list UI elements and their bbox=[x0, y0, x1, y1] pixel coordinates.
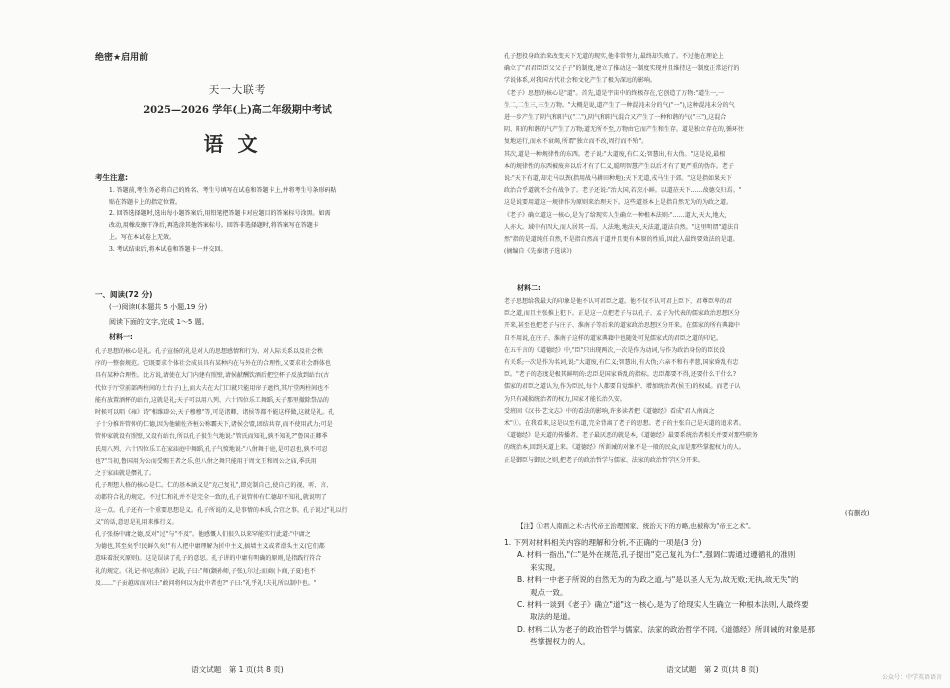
exam-notes bbox=[109, 185, 449, 255]
passage-line: 也?"当初,鲁国用为公而受赐王者之乐,但八佾之舞只能用于周文王和周公之庙,季氏用 bbox=[95, 457, 317, 465]
note-line: 上。写在本试卷上无效。 bbox=[109, 233, 176, 241]
passage-line: 《老子》思想的核心是"道"。首先,道是宇宙中的终极存在,它创造了万物:"道生一,一 bbox=[504, 89, 725, 97]
note-line: 贴在答题卡上的指定位置。 bbox=[109, 198, 182, 206]
option-d: D. 材料二认为老子的政治哲学与儒家、法家的政治哲学不同,《道德经》所训诫的对象是那 bbox=[517, 624, 815, 634]
material-1-label: 材料一: bbox=[109, 333, 133, 341]
footnote: 【注】①君人南面之术:古代帝王治理国家、统治天下的方略,也被称为"帝王之术"。 bbox=[517, 522, 755, 530]
passage-line: 孔子理想人格的核心是仁。仁的基本涵义是"克己复礼",即克制自己,使自己的视、听、言、 bbox=[95, 482, 333, 490]
passage-line: 复地运行,而永不衰竭,所谓"独立而不改,周行而不殆"。 bbox=[504, 138, 648, 146]
note-line: 2. 回答选择题时,选出每小题答案后,用铅笔把答题卡对应题目的答案标号涂黑。如需 bbox=[109, 210, 331, 218]
note-line: 改动,用橡皮擦干净后,再选涂其他答案标号。回答非选择题时,将答案写在答题卡 bbox=[109, 222, 319, 230]
passage-line: 为德也,其至矣乎!民鲜久矣!"有人把中庸理解为折中主义,搞墙主义或者滑头主义(它们都 bbox=[95, 543, 325, 551]
passage-line: 意味着泯灭原则)。这是误读了孔子的意思。孔子讲的中庸有明确的原则,是指践行符合 bbox=[95, 555, 322, 563]
passage-line: 能有放置酒杯的站台,这就是礼;天子可以用八列、六十四位乐工舞蹈,天子那里撤除祭品的 bbox=[95, 396, 329, 404]
passage-line: 孔子张扬中庸之德,反对"过"与"不及"。他感慨人们很久以来罕能实行此道:"中庸之 bbox=[95, 531, 311, 539]
passage-line: 及……"子贡越席而对曰:"敢问将何以为此中者也?"子曰:"礼乎礼!夫礼所以制中也。" bbox=[95, 579, 317, 587]
option-b: B. 材料一中老子所说的自然无为的为政之道,与"是以圣人无为,故无败;无执,故无失"的 bbox=[517, 575, 799, 585]
note-line: 1. 答题前,考生务必将自己的姓名、考生号填写在试卷和答题卡上,并将考生号条形码粘 bbox=[109, 187, 337, 194]
passage-line: 自不用说,在庄子、淮南子这样的道家典籍中也随处可见儒家式的君臣之道的印记。 bbox=[504, 334, 722, 342]
passage-line: 人亦大。域中有四大,而人居其一焉。人法地,地法天,天法道,道法自然。"这里明谓"道法自 bbox=[504, 223, 740, 231]
passage-line: 《老子》确立道这一核心,是为了给现实人生确立一种根本法则:"……道大,天大,地大, bbox=[504, 211, 727, 219]
subsection-heading: (一)阅读Ⅰ(本题共 5 小题,19 分) bbox=[109, 303, 208, 311]
passage-line: 为只有减损统治者的权力,国家才能长治久安。 bbox=[504, 395, 626, 403]
question-1 bbox=[504, 537, 914, 649]
passage-line: 的统治本,回到天道上来。《道德经》所训诫的对象不是一般的民众,而是那些掌握权力的人。 bbox=[504, 444, 745, 452]
notes-title: 考生注意: bbox=[95, 173, 128, 182]
passage-line: 开来,甚至也把老子与庄子、淮南子等后来的道家政治思想区分开来。在儒家的所有典籍中 bbox=[504, 322, 740, 330]
page-footer: 语文试题 第 1 页(共 8 页) bbox=[191, 665, 284, 674]
passage-line: 有关系;一次是作为名词,说:"大道废,有仁义;智慧出,有大伪;六亲不和有孝慈,国家昏乱有忠 bbox=[504, 359, 739, 367]
material-2-passage bbox=[504, 296, 904, 467]
right-page bbox=[475, 0, 950, 688]
watermark: 公众号：中学英语语言 bbox=[881, 674, 942, 681]
material-1-continued bbox=[504, 51, 904, 258]
passage-line: 管仲家就设有照壁,又设有站台,所以孔子很生气地说:"管氏而知礼,孰不知礼?"鲁国正卿季 bbox=[95, 433, 328, 441]
section-heading: 一、阅读(72 分) bbox=[95, 290, 153, 299]
passage-line: 序的一整套规范。它既要求个体社会成员具有某种内在与外在的合理性,又要求社会群体也 bbox=[95, 360, 331, 368]
subject-title: 语文 bbox=[203, 132, 272, 156]
passage-line: 礼的规定。《礼记·仲尼燕居》记载,子曰:"师(颛孙师,子张),尔过;而商(卜商,子夏)也不 bbox=[95, 567, 316, 575]
note-line: 3. 考试结束后,将本试卷和答题卡一并交回。 bbox=[109, 245, 227, 253]
passage-line: 学说体系,对我国古代社会和文化产生了极为深远的影响。 bbox=[504, 77, 656, 85]
passage-line: 阴、阳的和谐的气产生了万物;道无所不至,万物由它而产生和生存。道是独立存在的,循环往 bbox=[504, 126, 744, 134]
passage-line: 具有某种合理性。比方说,请使在大门内建有照壁,请侯献酬饮酒后把空杯子反放到站台(古 bbox=[95, 372, 330, 380]
passage-line: 孔子思想的核心是礼。孔子宣扬的礼是对人的思想感情和行为、对人际关系以及社会秩 bbox=[95, 348, 324, 355]
passage-line: 氏用八列、六十四位乐工在家庙庭中舞蹈,孔子气愤地说:"八佾舞于庭,是可忍也,孰不可忍 bbox=[95, 445, 328, 453]
passage-line: 《道德经》是天道的传播者。老子最厌恶的就是本,《道德经》最要系统治者相关并要对那些职务 bbox=[504, 432, 758, 440]
page-footer: 语文试题 第 2 页(共 8 页) bbox=[666, 665, 759, 674]
passage-line: 说:"天下有道,却走马以粪(指用战马耕田种地);天下无道,戎马生于郊。"这是指如果天下 bbox=[504, 175, 733, 183]
exam-title: 2025—2026 学年(上)高二年级期中考试 bbox=[143, 105, 332, 116]
passage-line: 臣。"老子的态度是极其鲜明的:忠臣是国家昏乱的指标。忠臣都要不得,还要什么干什么? bbox=[504, 371, 736, 379]
passage-line: 这一点。孔子还有一个重要思想是义。孔子所说的义,是事情的本质,合宜之事。孔子说过"礼以行 bbox=[95, 506, 348, 514]
passage-line: 在五千言的《道德经》中,"臣"只出现两次,一次是作为动词,与作为政治身份的臣民没 bbox=[504, 346, 726, 354]
passage-line: 义"的话,意思是礼用来推行义。 bbox=[95, 518, 178, 526]
passage-line: 本的规律性的东西被废弃以后才有了仁义,聪明智慧产生以后才有了更严重的伪诈。老子 bbox=[504, 162, 734, 170]
passage-line: 其次,道是一种规律性的东西。老子说:"大道废,有仁义;智慧出,有大伪。"这是说,最根 bbox=[504, 150, 726, 158]
passage-line: (摘编自《先秦诸子选读》) bbox=[504, 248, 572, 256]
material-1-passage bbox=[95, 346, 450, 590]
option-a-cont: 来实现。 bbox=[530, 562, 560, 572]
exam-name: 天一大联考 bbox=[208, 84, 267, 96]
option-d-cont: 些掌握权力的人。 bbox=[530, 637, 590, 647]
passage-line: 术"①。在我看来,这是以至有道,完全背离了老子的思想。老子的主张自己是天道的追求者。 bbox=[504, 420, 745, 428]
passage-line: 生二,二生三,三生万物。"大概是说,道产生了一种混沌未分的气("一"),这种混沌未分的气 bbox=[504, 101, 735, 109]
passage-line: 臣之道,而且主张推上犯下。正是这一点把老子与以孔子、孟子为代表的儒家政治思想区分 bbox=[504, 310, 740, 318]
passage-line: 子十分推许管仲的仁德,因为他辅佐齐桓公称霸天下,诸侯会盟,团结共存,而不使用武力;可是 bbox=[95, 421, 333, 429]
passage-line: 儒家的君臣之道认为,作为臣民,每个人都要自觉维护、增加统治者(侯王)的权威。而老子认 bbox=[504, 383, 741, 391]
option-c: C. 材料一谈到《老子》确立"道"这一核心,是为了给现实人生确立一种根本法则,人最终要 bbox=[517, 600, 809, 610]
option-a: A. 材料一指出,"仁"是外在规范,孔子提出"克己复礼为仁",强调仁需通过遵循礼的准则 bbox=[517, 550, 796, 560]
option-c-cont: 取法的是道。 bbox=[530, 612, 575, 622]
passage-line: 时候可以唱《雍》诗"相维辟公,天子穆穆"等,可是诸卿、诸侯等都不能这样做,这就是礼。孔 bbox=[95, 409, 335, 417]
passage-line: 确立了"君君臣臣父父子子"的制度,建立了推动这一制度实现并且维持这一制度正常运行的 bbox=[504, 65, 740, 73]
passage-line: 动都符合礼的规定。不过仁和礼并不是完全一致的,孔子说管仲有仁德却不知礼,就说明了 bbox=[95, 494, 327, 502]
passage-line: 正是御臣与御民之则,把老子的政治哲学与儒家、法家的政治哲学区分开来。 bbox=[504, 456, 704, 464]
option-b-cont: 观点一致。 bbox=[530, 587, 568, 597]
passage-line: 之于家庙就是僭礼了。 bbox=[95, 470, 156, 478]
passage-line: 老子思想给我最大的印象是他不认可君臣之道。他不仅不认可君上臣下、君尊臣卑的君 bbox=[504, 298, 733, 305]
secret-mark: 绝密★启用前 bbox=[95, 53, 149, 63]
material-2-label: 材料二: bbox=[517, 284, 541, 292]
material-2-attribution: (有删改) bbox=[845, 509, 870, 517]
question-stem: 1. 下列对材料相关内容的理解和分析,不正确的一项是(3 分) bbox=[504, 538, 702, 547]
reading-instruction: 阅读下面的文字,完成 1～5 题。 bbox=[109, 318, 209, 326]
passage-line: 这是说要用道这一规律作为原则来治理天下。这些道基本上是指自然无为的为政之道。 bbox=[504, 199, 733, 207]
passage-line: 政治合乎道就不会有战争了。老子还说:"治大国,若烹小鲜。以道莅天下……故德交归焉。" bbox=[504, 187, 742, 195]
passage-line: 进一步产生了阴气和阳气("二"),阴气和阳气混合又产生了一种和谐的气("三"),这混合 bbox=[504, 114, 727, 122]
passage-line: 然"指的是道纯任自然,不是指自然高于道并且更有本原的性质,因此人最终要效法的是道。 bbox=[504, 236, 739, 244]
passage-line: 代位于厅堂前部两柱间的土台子)上,而大夫在大门口就只能用帘子遮挡,其厅堂两柱间也不 bbox=[95, 384, 330, 392]
passage-line: 受班固《汉书·艺文志》中的看法的影响,许多读者把《道德经》看成"君人南面之 bbox=[504, 407, 715, 415]
passage-line: 孔子想投身政治来改变天下无道的现实,他非常努力,最终却失败了。不过他在理论上 bbox=[504, 53, 724, 60]
